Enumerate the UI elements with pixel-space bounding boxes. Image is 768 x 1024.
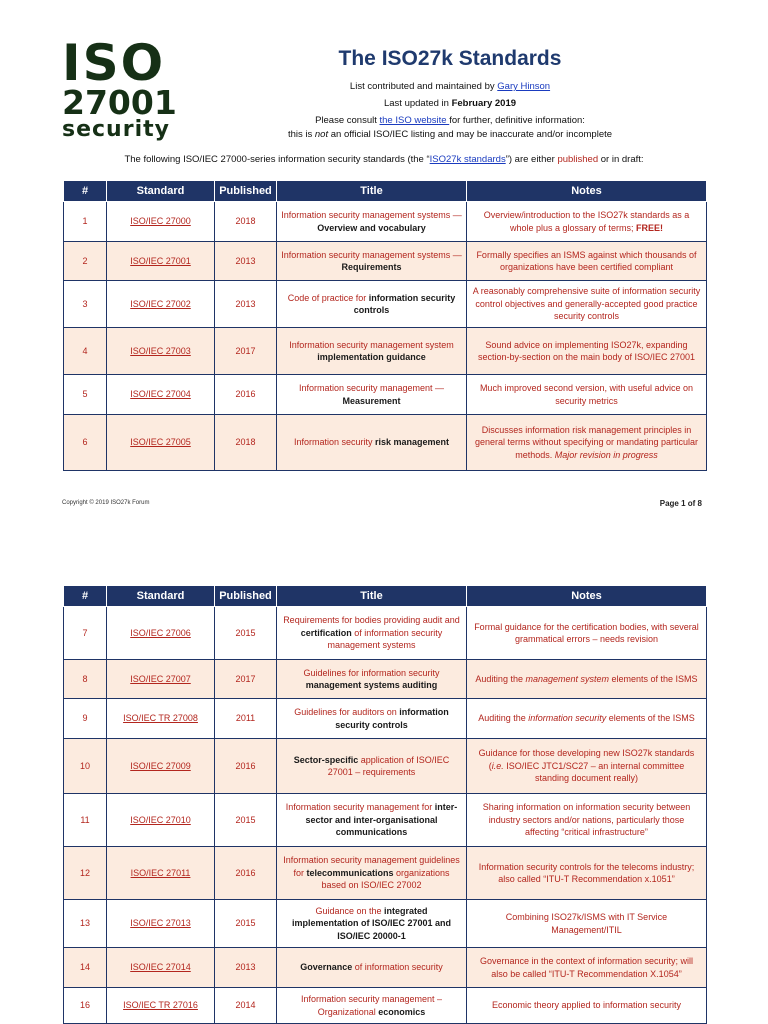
title-part: of information security management systems — [327, 627, 443, 651]
title-part: Information security — [293, 437, 375, 448]
table-row — [64, 607, 707, 660]
standards-table-page-1 — [63, 180, 707, 471]
title-part: Guidance on the — [315, 905, 385, 916]
standard-link[interactable]: ISO/IEC 27006 — [107, 607, 215, 660]
title-part: application of ISO/IEC 27001 – requirements — [327, 754, 450, 777]
published-year: 2015 — [215, 794, 277, 847]
disclaimer-suffix: an official ISO/IEC listing and may be inaccurate and/or incomplete — [328, 129, 613, 140]
standard-notes — [467, 988, 707, 1024]
notes-part: Sharing information on information security between industry sectors and/or nations, particularly those affecting “critical infrastructure” — [482, 802, 691, 838]
title-part: risk management — [375, 437, 450, 448]
notes-part: management system — [525, 673, 610, 684]
notes-part: information security — [528, 713, 607, 724]
title-part: integrated implementation of ISO/IEC 27001 and ISO/IEC 20000-1 — [291, 905, 452, 941]
notes-part: Auditing the — [478, 713, 529, 724]
title-part: Governance — [300, 962, 353, 973]
notes-part: A reasonably comprehensive suite of information security control objectives and generally-accepted good practice security controls — [472, 286, 701, 322]
row-number: 13 — [64, 900, 107, 948]
iso-27001-security-logo — [62, 34, 182, 142]
title-part: Information security management guidelines for — [283, 855, 460, 878]
published-year: 2018 — [215, 202, 277, 242]
standard-title — [277, 699, 467, 739]
notes-part: Overview/introduction to the ISO27k standards as a whole plus a glossary of terms; — [483, 210, 690, 233]
standard-link[interactable]: ISO/IEC 27007 — [107, 660, 215, 699]
title-part: implementation guidance — [317, 352, 426, 362]
notes-part: Much improved second version, with useful advice on security metrics — [479, 383, 694, 406]
notes-part: Formal guidance for the certification bodies, with several grammatical errors – needs revision — [474, 621, 699, 644]
title-part: economics — [378, 1006, 426, 1017]
column-header-standard: Standard — [107, 181, 215, 202]
table-row — [64, 242, 707, 281]
standard-notes — [467, 607, 707, 660]
standards-table-page-2 — [63, 585, 707, 1024]
standard-notes — [467, 242, 707, 281]
row-number: 6 — [64, 415, 107, 471]
notes-part: ISO/IEC JTC1/SC27 – an internal committee standing document really) — [503, 760, 685, 784]
intro-prefix: The following ISO/IEC 27000-series information security standards (the “ — [124, 154, 430, 165]
title-part: certification — [300, 627, 352, 638]
standard-title — [277, 281, 467, 328]
title-part: organizations based on ISO/IEC 27002 — [321, 867, 450, 891]
row-number: 3 — [64, 281, 107, 328]
table-row — [64, 660, 707, 699]
logo-line-security: security — [62, 117, 170, 142]
standard-title — [277, 847, 467, 900]
column-header-title: Title — [277, 181, 467, 202]
standard-link[interactable]: ISO/IEC 27000 — [107, 202, 215, 242]
table-row — [64, 328, 707, 375]
notes-part: Sound advice on implementing ISO27k, expanding section-by-section on the main body of ISO/IEC 27001 — [477, 339, 696, 362]
standard-title — [277, 988, 467, 1024]
column-header-title: Title — [277, 586, 467, 607]
row-number: 10 — [64, 739, 107, 794]
contributor-line — [190, 80, 710, 94]
standard-notes — [467, 900, 707, 948]
table-row — [64, 699, 707, 739]
intro-published: published — [557, 154, 599, 165]
published-year: 2015 — [215, 900, 277, 948]
notes-part: elements of the ISMS — [606, 713, 695, 724]
notes-part: i.e. — [491, 760, 504, 771]
published-year: 2014 — [215, 988, 277, 1024]
column-header-standard: Standard — [107, 586, 215, 607]
row-number: 8 — [64, 660, 107, 699]
standard-notes — [467, 660, 707, 699]
row-number: 16 — [64, 988, 107, 1024]
standard-link[interactable]: ISO/IEC 27013 — [107, 900, 215, 948]
consult-line — [190, 114, 710, 128]
row-number: 5 — [64, 375, 107, 415]
logo-line-27001: 27001 — [62, 83, 177, 122]
title-part: Requirements for bodies providing audit and — [283, 615, 460, 626]
title-part: Guidelines for information security — [303, 667, 440, 678]
standard-link[interactable]: ISO/IEC TR 27016 — [107, 988, 215, 1024]
standard-notes — [467, 202, 707, 242]
standard-notes — [467, 739, 707, 794]
title-part: Guidelines for auditors on — [294, 707, 400, 717]
updated-date: February 2019 — [451, 98, 517, 109]
standard-title — [277, 660, 467, 699]
row-number: 4 — [64, 328, 107, 375]
notes-part: Guidance for those developing new ISO27k standards ( — [478, 748, 695, 771]
column-header-published: Published — [215, 181, 277, 202]
intro-suffix: or in draft: — [598, 154, 644, 165]
column-header-number: # — [64, 181, 107, 202]
table-row — [64, 281, 707, 328]
title-part: Overview and vocabulary — [317, 222, 426, 233]
title-part: inter-sector and inter-organisational communications — [305, 802, 458, 838]
updated-line — [190, 97, 710, 111]
disclaimer-not: not — [314, 129, 329, 140]
published-year: 2017 — [215, 328, 277, 375]
standard-title — [277, 948, 467, 988]
standard-link[interactable]: ISO/IEC 27001 — [107, 242, 215, 281]
standard-notes — [467, 415, 707, 471]
standard-title — [277, 900, 467, 948]
column-header-published: Published — [215, 586, 277, 607]
title-part: Information security management systems — — [281, 210, 462, 220]
published-year: 2015 — [215, 607, 277, 660]
notes-part: elements of the ISMS — [609, 673, 698, 684]
page-title: The ISO27k Standards — [338, 47, 562, 70]
disclaimer-prefix: this is — [287, 129, 315, 140]
standard-link[interactable]: ISO/IEC 27011 — [107, 847, 215, 900]
standard-link[interactable]: ISO/IEC 27009 — [107, 739, 215, 794]
title-part: telecommunications — [306, 867, 394, 878]
standard-notes — [467, 281, 707, 328]
standard-title — [277, 375, 467, 415]
row-number: 1 — [64, 202, 107, 242]
standard-notes — [467, 328, 707, 375]
column-header-notes: Notes — [467, 586, 707, 607]
notes-part: Formally specifies an ISMS against which thousands of organizations have been certified compliant — [476, 249, 697, 272]
title-part: Sector-specific — [293, 754, 359, 765]
iso27k-standards-link[interactable]: ISO27k standards — [429, 154, 506, 165]
row-number: 7 — [64, 607, 107, 660]
standard-link[interactable]: ISO/IEC 27010 — [107, 794, 215, 847]
title-part: Information security management for — [285, 802, 435, 813]
title-part: information security controls — [335, 707, 449, 730]
title-part: Information security management – Organizational — [300, 994, 443, 1017]
notes-part: Discusses information risk management principles in general terms without specifying or mandating particular methods. — [474, 424, 699, 460]
notes-part: Economic theory applied to information security — [491, 1000, 682, 1011]
title-part: Requirements — [341, 262, 402, 272]
standard-notes — [467, 375, 707, 415]
table-row — [64, 900, 707, 948]
standard-title — [277, 242, 467, 281]
table-row — [64, 415, 707, 471]
notes-part: FREE! — [636, 222, 664, 233]
standard-link[interactable]: ISO/IEC 27002 — [107, 281, 215, 328]
notes-part: Major revision in progress — [554, 449, 658, 460]
page-header — [190, 44, 710, 142]
standard-link[interactable]: ISO/IEC TR 27008 — [107, 699, 215, 739]
published-year: 2011 — [215, 699, 277, 739]
table-header-row — [64, 586, 707, 607]
title-part: Information security management system — [289, 339, 454, 350]
title-part: information security controls — [353, 292, 456, 315]
disclaimer-line — [190, 128, 710, 142]
title-part: of information security — [352, 962, 443, 973]
standard-title — [277, 415, 467, 471]
published-year: 2016 — [215, 375, 277, 415]
copyright-notice: Copyright © 2019 ISO27k Forum — [62, 500, 150, 506]
table-row — [64, 988, 707, 1024]
row-number: 12 — [64, 847, 107, 900]
standard-link[interactable]: ISO/IEC 27005 — [107, 415, 215, 471]
consult-suffix: for further, definitive information: — [449, 115, 585, 126]
row-number: 11 — [64, 794, 107, 847]
table-row — [64, 847, 707, 900]
title-part: management systems auditing — [305, 680, 438, 690]
table-header-row — [64, 181, 707, 202]
contributor-prefix: List contributed and maintained by — [349, 81, 498, 92]
column-header-number: # — [64, 586, 107, 607]
row-number: 14 — [64, 948, 107, 988]
standard-link[interactable]: ISO/IEC 27004 — [107, 375, 215, 415]
logo-line-iso: ISO — [62, 34, 166, 92]
published-year: 2017 — [215, 660, 277, 699]
title-part: Code of practice for — [287, 292, 369, 303]
standard-title — [277, 739, 467, 794]
published-year: 2013 — [215, 948, 277, 988]
table-row — [64, 375, 707, 415]
table-row — [64, 948, 707, 988]
title-part: Information security management — — [298, 383, 445, 393]
standard-notes — [467, 794, 707, 847]
published-year: 2016 — [215, 739, 277, 794]
standard-notes — [467, 948, 707, 988]
column-header-notes: Notes — [467, 181, 707, 202]
page-number: Page 1 of 8 — [659, 499, 702, 508]
row-number: 9 — [64, 699, 107, 739]
notes-part: Governance in the context of information security; will also be called “ITU-T Recommendation X.1054” — [479, 956, 694, 979]
updated-prefix: Last updated in — [383, 98, 452, 109]
standard-notes — [467, 699, 707, 739]
row-number: 2 — [64, 242, 107, 281]
title-part: Information security management systems — — [281, 249, 462, 260]
standard-notes — [467, 847, 707, 900]
standard-title — [277, 794, 467, 847]
published-year: 2018 — [215, 415, 277, 471]
standard-title — [277, 328, 467, 375]
standard-title — [277, 202, 467, 242]
table-row — [64, 794, 707, 847]
standard-link[interactable]: ISO/IEC 27003 — [107, 328, 215, 375]
intro-paragraph — [62, 154, 706, 165]
published-year: 2013 — [215, 281, 277, 328]
table-row — [64, 739, 707, 794]
standard-title — [277, 607, 467, 660]
author-link[interactable]: Gary Hinson — [497, 81, 551, 92]
intro-middle: ”) are either — [505, 154, 558, 165]
published-year: 2016 — [215, 847, 277, 900]
table-row — [64, 202, 707, 242]
notes-part: Auditing the — [475, 673, 526, 684]
standard-link[interactable]: ISO/IEC 27014 — [107, 948, 215, 988]
consult-prefix: Please consult — [315, 115, 380, 126]
title-part: Measurement — [342, 395, 401, 406]
published-year: 2013 — [215, 242, 277, 281]
iso-website-link[interactable]: the ISO website — [379, 115, 450, 126]
notes-part: Combining ISO27k/ISMS with IT Service Management/ITIL — [505, 912, 668, 935]
notes-part: Information security controls for the telecoms industry; also called “ITU-T Recommendation x.1051” — [478, 861, 695, 884]
